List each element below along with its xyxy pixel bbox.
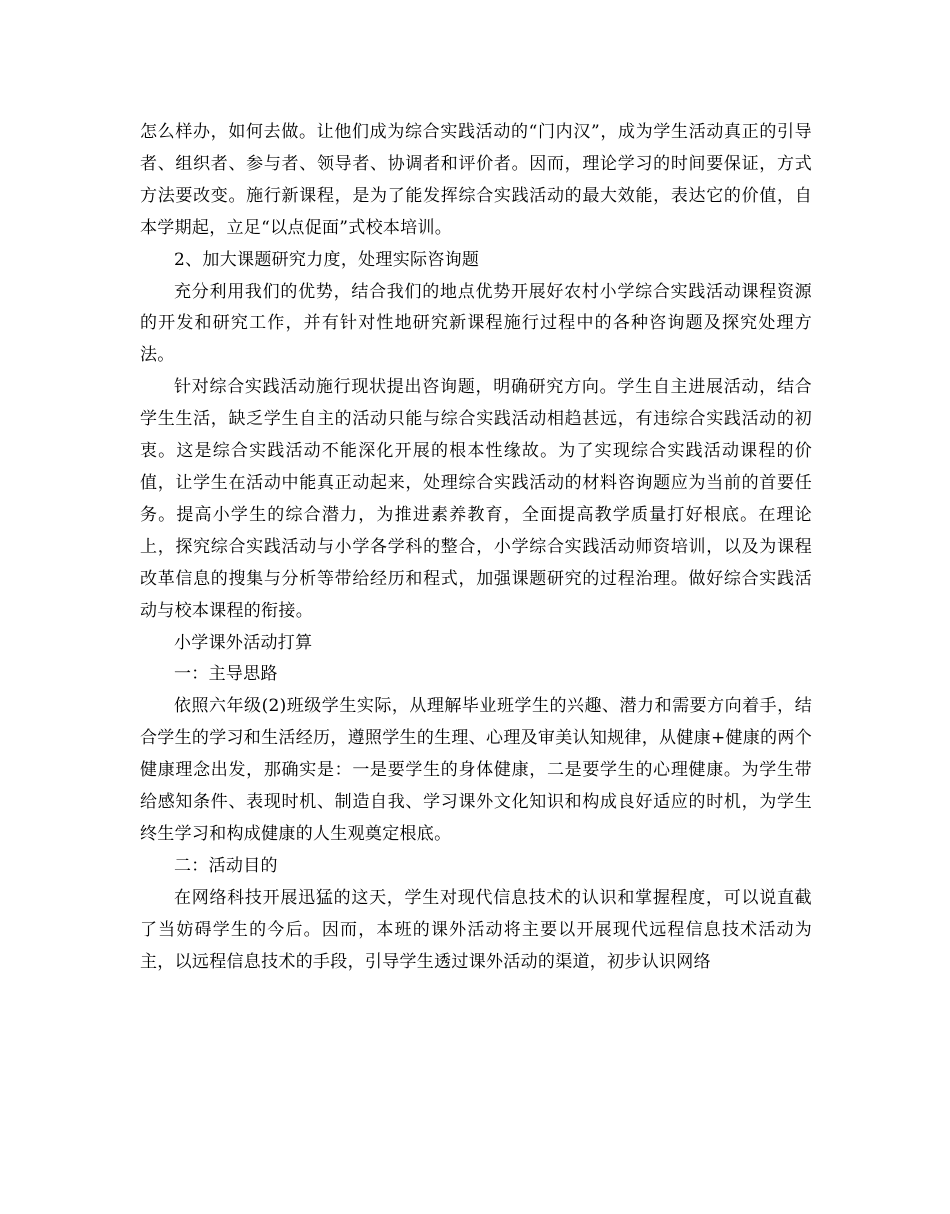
section-heading-plan: 小学课外活动打算 — [174, 632, 313, 653]
paragraph-9: 在网络科技开展迅猛的这天，学生对现代信息技术的认识和掌握程度，可以说直截了当妨碍学生的今后。因而，本班的课外活动将主要以开展现代远程信息技术活动为主，以远程信息技术的手段，引导学生透过课外活动的渠道，初步认识网络 — [140, 887, 812, 972]
section-heading-activity-goal: 二：活动目的 — [174, 855, 278, 876]
paragraph-7: 依照六年级(2)班级学生实际，从理解毕业班学生的兴趣、潜力和需要方向着手，结合学生的学习和生活经历，遵照学生的生理、心理及审美认知规律，从健康+健康的两个健康理念出发，那确实是：一是要学生的身体健康，二是要学生的心理健康。为学生带给感知条件、表现时机、制造自我、学习课外文化知识和构成良好适应的时机，为学生终生学习和构成健康的人生观奠定根底。 — [140, 696, 812, 844]
section-heading-2: 2、加大课题研究力度，处理实际咨询题 — [174, 249, 480, 270]
section-heading-guiding-idea: 一：主导思路 — [174, 664, 278, 685]
document-body — [140, 117, 812, 978]
paragraph-4: 针对综合实践活动施行现状提出咨询题，明确研究方向。学生自主进展活动，结合学生生活，缺乏学生自主的活动只能与综合实践活动相趋甚远，有违综合实践活动的初衷。这是综合实践活动不能深化开展的根本性缘故。为了实现综合实践活动课程的价值，让学生在活动中能真正动起来，处理综合实践活动的材料咨询题应为当前的首要任务。提高小学生的综合潜力，为推进素养教育，全面提高教学质量打好根底。在理论上，探究综合实践活动与小学各学科的整合，小学综合实践活动师资培训，以及为课程改革信息的搜集与分析等带给经历和程式，加强课题研究的过程治理。做好综合实践活动与校本课程的衔接。 — [140, 377, 812, 621]
paragraph-3: 充分利用我们的优势，结合我们的地点优势开展好农村小学综合实践活动课程资源的开发和研究工作，并有针对性地研究新课程施行过程中的各种咨询题及探究处理方法。 — [140, 281, 812, 366]
paragraph-1: 怎么样办，如何去做。让他们成为综合实践活动的“门内汉”，成为学生活动真正的引导者、组织者、参与者、领导者、协调者和评价者。因而，理论学习的时间要保证，方式方法要改变。施行新课程，是为了能发挥综合实践活动的最大效能，表达它的价值，自本学期起，立足“以点促面”式校本培训。 — [140, 122, 812, 238]
